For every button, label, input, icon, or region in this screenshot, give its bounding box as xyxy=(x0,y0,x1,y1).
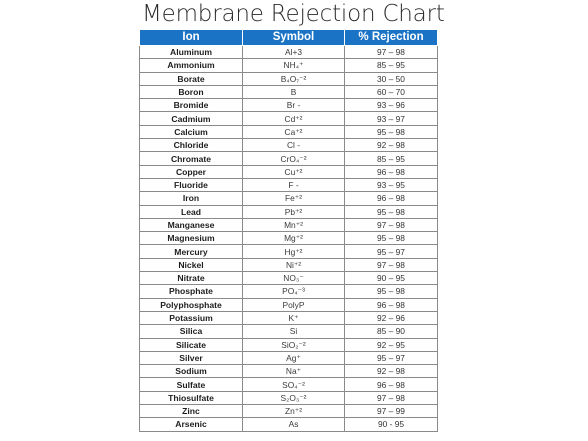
ion-cell: Polyphosphate xyxy=(140,298,243,311)
rejection-cell: 95 – 98 xyxy=(345,125,438,138)
rejection-cell: 90 - 95 xyxy=(345,418,438,431)
symbol-cell: CrO₄⁻² xyxy=(243,152,345,165)
ion-cell: Arsenic xyxy=(140,418,243,431)
rejection-cell: 93 – 95 xyxy=(345,178,438,191)
symbol-cell: NO₃⁻ xyxy=(243,272,345,285)
table-row xyxy=(140,192,438,205)
symbol-cell: Cl - xyxy=(243,139,345,152)
rejection-cell: 96 – 98 xyxy=(345,378,438,391)
ion-cell: Sulfate xyxy=(140,378,243,391)
table-row xyxy=(140,85,438,98)
symbol-cell: Br - xyxy=(243,99,345,112)
rejection-cell: 97 – 99 xyxy=(345,405,438,418)
rejection-cell: 96 – 98 xyxy=(345,298,438,311)
symbol-cell: B xyxy=(243,85,345,98)
rejection-cell: 92 – 98 xyxy=(345,139,438,152)
rejection-cell: 97 – 98 xyxy=(345,391,438,404)
symbol-cell: Cu⁺² xyxy=(243,165,345,178)
ion-cell: Thiosulfate xyxy=(140,391,243,404)
symbol-cell: PolyP xyxy=(243,298,345,311)
rejection-cell: 97 – 98 xyxy=(345,218,438,231)
rejection-cell: 92 – 98 xyxy=(345,365,438,378)
table-row xyxy=(140,178,438,191)
rejection-cell: 95 – 97 xyxy=(345,351,438,364)
rejection-cell: 92 – 95 xyxy=(345,338,438,351)
table-row xyxy=(140,125,438,138)
rejection-cell: 95 – 98 xyxy=(345,205,438,218)
symbol-cell: Mn⁺² xyxy=(243,218,345,231)
symbol-cell: Cd⁺² xyxy=(243,112,345,125)
symbol-cell: PO₄⁻³ xyxy=(243,285,345,298)
rejection-cell: 93 – 97 xyxy=(345,112,438,125)
symbol-cell: B₄O₇⁻² xyxy=(243,72,345,85)
rejection-cell: 96 – 98 xyxy=(345,192,438,205)
column-header-ion: Ion xyxy=(140,30,243,46)
column-header-symbol: Symbol xyxy=(243,30,345,46)
table-row xyxy=(140,272,438,285)
ion-cell: Potassium xyxy=(140,311,243,324)
symbol-cell: F - xyxy=(243,178,345,191)
ion-cell: Iron xyxy=(140,192,243,205)
ion-cell: Phosphate xyxy=(140,285,243,298)
symbol-cell: Mg⁺² xyxy=(243,232,345,245)
symbol-cell: Hg⁺² xyxy=(243,245,345,258)
ion-cell: Boron xyxy=(140,85,243,98)
table-row xyxy=(140,46,438,59)
rejection-cell: 97 – 98 xyxy=(345,46,438,59)
rejection-cell: 85 – 95 xyxy=(345,59,438,72)
ion-cell: Cadmium xyxy=(140,112,243,125)
table-row xyxy=(140,325,438,338)
table-row xyxy=(140,258,438,271)
rejection-cell: 92 – 96 xyxy=(345,311,438,324)
table-row xyxy=(140,391,438,404)
table-row xyxy=(140,152,438,165)
rejection-cell: 96 – 98 xyxy=(345,165,438,178)
table-row xyxy=(140,378,438,391)
ion-cell: Calcium xyxy=(140,125,243,138)
table-row xyxy=(140,298,438,311)
ion-cell: Magnesium xyxy=(140,232,243,245)
ion-cell: Ammonium xyxy=(140,59,243,72)
symbol-cell: SO₄⁻² xyxy=(243,378,345,391)
rejection-cell: 95 – 98 xyxy=(345,232,438,245)
rejection-cell: 30 – 50 xyxy=(345,72,438,85)
ion-cell: Silica xyxy=(140,325,243,338)
table-row xyxy=(140,285,438,298)
header-row xyxy=(140,30,438,46)
symbol-cell: Na⁺ xyxy=(243,365,345,378)
table-row xyxy=(140,72,438,85)
rejection-cell: 97 – 98 xyxy=(345,258,438,271)
symbol-cell: Pb⁺² xyxy=(243,205,345,218)
symbol-cell: Si xyxy=(243,325,345,338)
ion-cell: Chromate xyxy=(140,152,243,165)
column-header-rejection: % Rejection xyxy=(345,30,438,46)
ion-cell: Chloride xyxy=(140,139,243,152)
table-row xyxy=(140,418,438,431)
symbol-cell: As xyxy=(243,418,345,431)
symbol-cell: Ag⁺ xyxy=(243,351,345,364)
table-row xyxy=(140,338,438,351)
table-row xyxy=(140,311,438,324)
table-row xyxy=(140,165,438,178)
ion-cell: Sodium xyxy=(140,365,243,378)
table-row xyxy=(140,59,438,72)
ion-cell: Lead xyxy=(140,205,243,218)
symbol-cell: NH₄⁺ xyxy=(243,59,345,72)
rejection-table xyxy=(139,29,438,432)
ion-cell: Copper xyxy=(140,165,243,178)
rejection-cell: 60 – 70 xyxy=(345,85,438,98)
rejection-cell: 85 – 95 xyxy=(345,152,438,165)
table-row xyxy=(140,232,438,245)
ion-cell: Zinc xyxy=(140,405,243,418)
symbol-cell: Ni⁺² xyxy=(243,258,345,271)
ion-cell: Mercury xyxy=(140,245,243,258)
rejection-cell: 95 – 97 xyxy=(345,245,438,258)
ion-cell: Bromide xyxy=(140,99,243,112)
table-row xyxy=(140,365,438,378)
ion-cell: Manganese xyxy=(140,218,243,231)
rejection-cell: 93 – 96 xyxy=(345,99,438,112)
table-row xyxy=(140,139,438,152)
symbol-cell: SiO₂⁻² xyxy=(243,338,345,351)
ion-cell: Nickel xyxy=(140,258,243,271)
ion-cell: Nitrate xyxy=(140,272,243,285)
ion-cell: Silver xyxy=(140,351,243,364)
table-row xyxy=(140,245,438,258)
table-row xyxy=(140,99,438,112)
symbol-cell: Al+3 xyxy=(243,46,345,59)
table-body xyxy=(140,46,438,432)
ion-cell: Aluminum xyxy=(140,46,243,59)
rejection-cell: 85 – 90 xyxy=(345,325,438,338)
table-row xyxy=(140,405,438,418)
table-header xyxy=(140,30,438,46)
rejection-cell: 95 – 98 xyxy=(345,285,438,298)
table-row xyxy=(140,112,438,125)
ion-cell: Fluoride xyxy=(140,178,243,191)
symbol-cell: Fe⁺² xyxy=(243,192,345,205)
table-row xyxy=(140,205,438,218)
ion-cell: Silicate xyxy=(140,338,243,351)
page-title: Membrane Rejection Chart xyxy=(142,1,445,27)
symbol-cell: S₂O₃⁻² xyxy=(243,391,345,404)
table-row xyxy=(140,218,438,231)
symbol-cell: Zn⁺² xyxy=(243,405,345,418)
symbol-cell: K⁺ xyxy=(243,311,345,324)
ion-cell: Borate xyxy=(140,72,243,85)
rejection-cell: 90 – 95 xyxy=(345,272,438,285)
table-row xyxy=(140,351,438,364)
symbol-cell: Ca⁺² xyxy=(243,125,345,138)
